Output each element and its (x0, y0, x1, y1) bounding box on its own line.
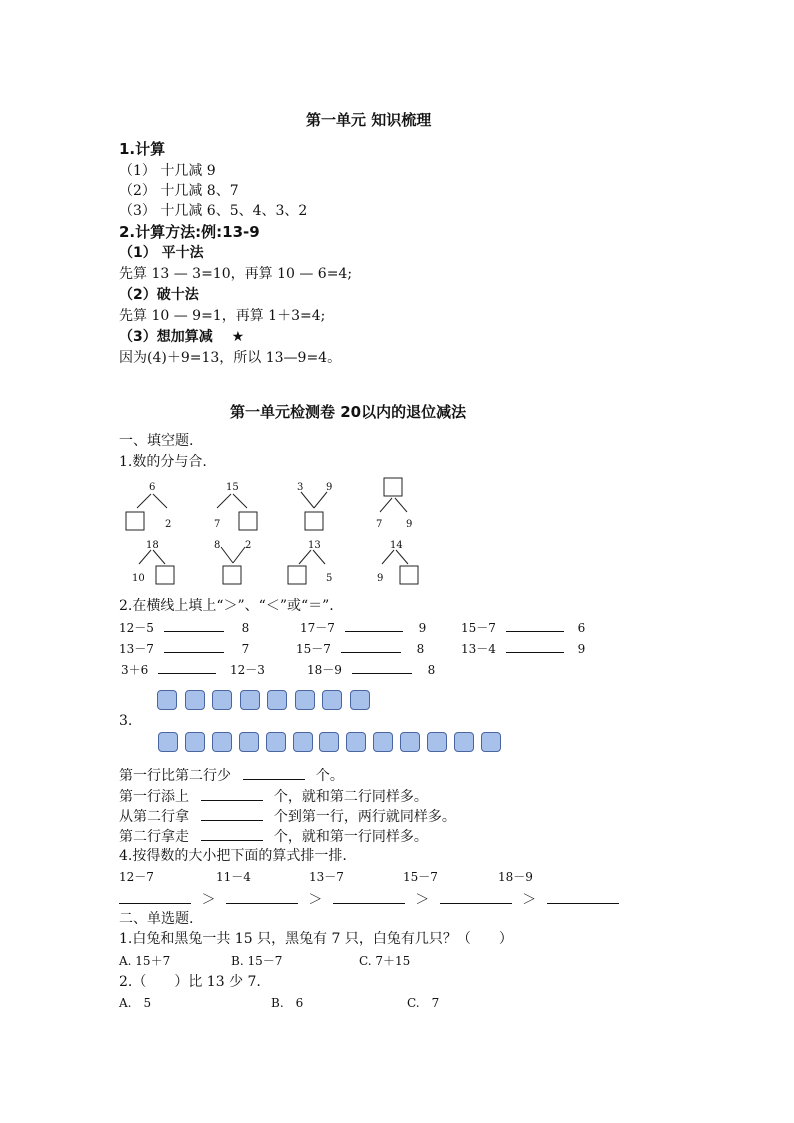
q2-item: 12－5 8 (119, 617, 249, 637)
sq1-option-c[interactable]: C. 7＋15 (359, 954, 411, 968)
method-1-text: 先算 13 — 3=10，再算 10 — 6=4; (119, 266, 353, 282)
square-counter (267, 690, 287, 710)
q2-item: 15－7 8 (296, 638, 424, 658)
method-2-text: 先算 10 — 9=1，再算 1＋3=4; (119, 308, 326, 324)
method-3-label: （3）想加算减 (119, 329, 213, 345)
answer-blank[interactable] (333, 889, 405, 904)
square-counter (373, 732, 393, 752)
answer-box[interactable] (156, 566, 174, 584)
square-counter (293, 732, 313, 752)
q2-item: 13－7 7 (119, 638, 249, 658)
part2-heading: 二、单选题. (119, 911, 194, 927)
section-calc-heading: 1.计算 (119, 140, 166, 158)
answer-blank[interactable] (201, 826, 263, 841)
answer-box[interactable] (400, 566, 418, 584)
q4-expr: 11－4 (216, 870, 251, 884)
square-counter (295, 690, 315, 710)
square-counter (157, 690, 177, 710)
bond-number: 7 (214, 519, 221, 530)
answer-blank[interactable] (440, 889, 512, 904)
calc-item-2: （2） 十几减 8、7 (119, 183, 239, 199)
q2-item: 15－7 6 (461, 617, 585, 637)
bond-number: 14 (390, 540, 403, 551)
answer-box[interactable] (384, 478, 402, 496)
answer-blank[interactable] (506, 617, 564, 632)
answer-blank[interactable] (201, 786, 263, 801)
bond-number: 18 (146, 540, 159, 551)
q3-line: 第一行添上 个，就和第二行同样多。 (119, 786, 428, 806)
q4-answer-row: ＞ ＞ ＞ ＞ (119, 889, 619, 909)
star-icon: ★ (231, 329, 245, 345)
q2-label: 2.在横线上填上“＞”、“＜”或“＝”. (119, 598, 334, 614)
answer-blank[interactable] (547, 889, 619, 904)
answer-blank[interactable] (345, 617, 403, 632)
square-counter (427, 732, 447, 752)
bond-number: 10 (132, 573, 145, 584)
square-counter (239, 732, 259, 752)
q2-item: 18－9 8 (307, 659, 435, 679)
square-counter (322, 690, 342, 710)
bond-number: 3 (297, 482, 304, 493)
square-counter (240, 690, 260, 710)
bond-number: 15 (226, 482, 239, 493)
calc-item-3: （3） 十几减 6、5、4、3、2 (119, 203, 308, 219)
answer-box[interactable] (288, 566, 306, 584)
square-counter (400, 732, 420, 752)
bond-number: 9 (377, 573, 384, 584)
q2-item: 3＋6 12－3 (121, 659, 265, 679)
method-2-heading: （2）破十法 (119, 287, 199, 303)
sq2-option-c[interactable]: C. 7 (407, 996, 440, 1010)
bond-number: 2 (165, 519, 172, 530)
q3-line: 第一行比第二行少 个。 (119, 765, 344, 785)
method-1-heading: （1） 平十法 (119, 245, 204, 261)
answer-blank[interactable] (243, 765, 305, 780)
sq1-question: 1.白兔和黑兔一共 15 只，黑兔有 7 只，白兔有几只？（ ） (119, 931, 513, 947)
square-counter (266, 732, 286, 752)
q3-line: 第二行拿走 个，就和第一行同样多。 (119, 826, 428, 846)
bond-number: 8 (214, 540, 221, 551)
square-counter (481, 732, 501, 752)
answer-box[interactable] (126, 512, 144, 530)
square-counter (185, 690, 205, 710)
sq1-option-b[interactable]: B. 15－7 (231, 954, 283, 968)
answer-blank[interactable] (341, 638, 401, 653)
q4-expr: 13－7 (309, 870, 344, 884)
q3-label: 3. (119, 713, 133, 729)
square-counter (185, 732, 205, 752)
q4-expr: 12－7 (119, 870, 154, 884)
bond-number: 9 (406, 519, 413, 530)
answer-box[interactable] (305, 512, 323, 530)
bond-number: 2 (245, 540, 252, 551)
answer-blank[interactable] (226, 889, 298, 904)
bond-number: 13 (308, 540, 321, 551)
method-3-text: 因为(4)＋9=13，所以 13—9=4。 (119, 350, 342, 366)
sq2-option-b[interactable]: B. 6 (271, 996, 304, 1010)
summary-title: 第一单元 知识梳理 (306, 111, 432, 129)
method-3-heading (119, 328, 244, 346)
part1-heading: 一、填空题. (119, 433, 194, 449)
q4-expr: 18－9 (498, 870, 533, 884)
bond-number: 7 (376, 519, 383, 530)
bond-number: 5 (326, 573, 333, 584)
q1-label: 1.数的分与合. (119, 454, 207, 470)
answer-blank[interactable] (119, 889, 191, 904)
square-counter (212, 732, 232, 752)
q2-item: 13－4 9 (461, 638, 585, 658)
answer-blank[interactable] (506, 638, 564, 653)
q3-line: 从第二行拿 个到第一行，两行就同样多。 (119, 806, 456, 826)
square-counter (158, 732, 178, 752)
test-title: 第一单元检测卷 20以内的退位减法 (230, 403, 467, 421)
sq2-question: 2.（ ）比 13 少 7. (119, 974, 261, 990)
answer-blank[interactable] (352, 659, 412, 674)
answer-blank[interactable] (158, 659, 216, 674)
bond-number: 6 (149, 482, 156, 493)
sq2-option-a[interactable]: A. 5 (119, 996, 152, 1010)
answer-blank[interactable] (201, 806, 263, 821)
section-method-heading: 2.计算方法:例:13-9 (119, 223, 260, 241)
calc-item-1: （1） 十几减 9 (119, 163, 216, 179)
square-counter (212, 690, 232, 710)
q4-expr: 15－7 (403, 870, 438, 884)
q4-label: 4.按得数的大小把下面的算式排一排. (119, 848, 347, 864)
answer-blank[interactable] (164, 638, 224, 653)
sq1-option-a[interactable]: A. 15＋7 (119, 954, 171, 968)
bond-number: 9 (326, 482, 333, 493)
q2-item: 17－7 9 (300, 617, 426, 637)
square-counter (350, 690, 370, 710)
answer-box[interactable] (223, 566, 241, 584)
square-counter (454, 732, 474, 752)
square-counter (346, 732, 366, 752)
number-bond-diagrams (115, 475, 435, 587)
square-counter (319, 732, 339, 752)
answer-blank[interactable] (164, 617, 224, 632)
answer-box[interactable] (239, 512, 257, 530)
